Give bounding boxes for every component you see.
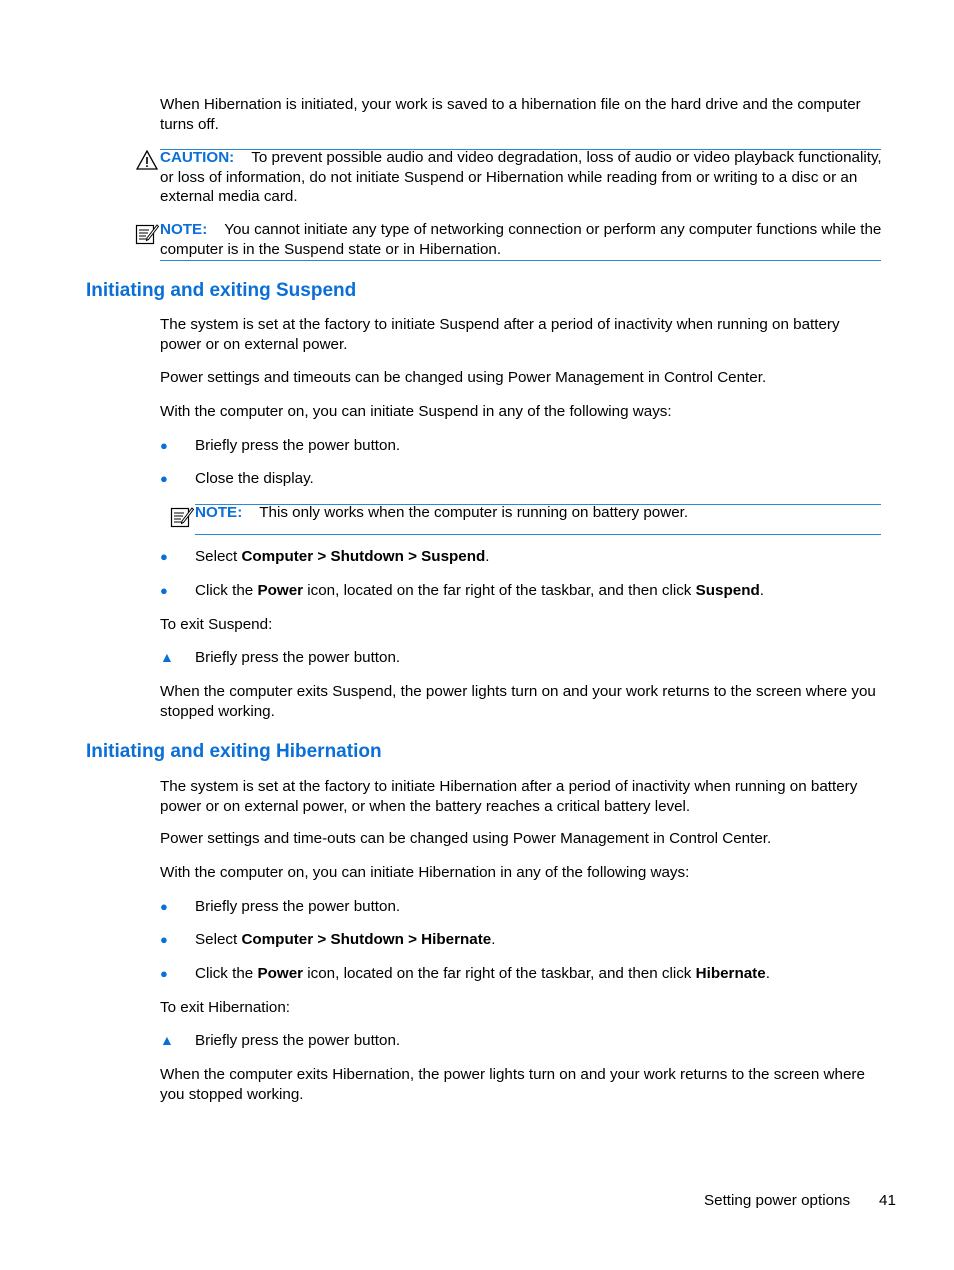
suspend-paragraph-1: The system is set at the factory to initiate Suspend after a period of inactivity when running on battery power or on external power. <box>160 316 840 353</box>
hibernation-exit-step: Briefly press the power button. <box>195 1032 401 1049</box>
suspend-bullet-4: Click the Power icon, located on the far right of the taskbar, and then click Suspend. <box>195 582 764 599</box>
intro-paragraph: When Hibernation is initiated, your work is saved to a hibernation file on the hard drive and the computer turns off. <box>160 96 861 133</box>
nested-note-body: This only works when the computer is running on battery power. <box>259 504 689 521</box>
footer-section-title: Setting power options <box>704 1192 851 1209</box>
bullet-icon: ● <box>160 932 168 947</box>
note-body: You cannot initiate any type of networking connection or perform any computer functions while the computer is in the Suspend state or in Hibernation. <box>160 221 882 258</box>
bullet-icon: ● <box>160 549 168 564</box>
hibernation-paragraph-3: With the computer on, you can initiate Hibernation in any of the following ways: <box>160 864 690 881</box>
suspend-exit-label: To exit Suspend: <box>160 616 273 633</box>
caution-body: To prevent possible audio and video degradation, loss of audio or video playback functionality, or loss of information, do not initiate Suspend or Hibernation while reading from or writing to a disc or an external media card. <box>160 149 882 206</box>
suspend-heading: Initiating and exiting Suspend <box>86 280 357 301</box>
suspend-paragraph-4: When the computer exits Suspend, the power lights turn on and your work returns to the screen where you stopped working. <box>160 683 876 720</box>
bullet-icon: ● <box>160 583 168 598</box>
step-icon: ▲ <box>160 649 174 665</box>
suspend-exit-step: Briefly press the power button. <box>195 649 401 666</box>
bullet-icon: ● <box>160 438 168 453</box>
bullet-icon: ● <box>160 899 168 914</box>
hibernation-paragraph-2: Power settings and time-outs can be changed using Power Management in Control Center. <box>160 830 772 847</box>
step-icon: ▲ <box>160 1032 174 1048</box>
note-label: NOTE: <box>160 221 208 238</box>
note-icon <box>170 505 194 533</box>
suspend-bullet-3: Select Computer > Shutdown > Suspend. <box>195 548 490 565</box>
suspend-paragraph-2: Power settings and timeouts can be changed using Power Management in Control Center. <box>160 369 767 386</box>
note-bottom-rule <box>160 260 881 261</box>
hibernation-paragraph-1: The system is set at the factory to initiate Hibernation after a period of inactivity when running on battery power or on external power, or when the battery reaches a critical battery level. <box>160 778 858 815</box>
nested-note-bottom-rule <box>195 534 881 535</box>
suspend-bullet-1: Briefly press the power button. <box>195 437 401 454</box>
note-icon <box>135 222 159 250</box>
suspend-paragraph-3: With the computer on, you can initiate Suspend in any of the following ways: <box>160 403 672 420</box>
hibernation-bullet-2: Select Computer > Shutdown > Hibernate. <box>195 931 496 948</box>
hibernation-paragraph-4: When the computer exits Hibernation, the power lights turn on and your work returns to the screen where you stopped working. <box>160 1066 865 1103</box>
page-number: 41 <box>879 1192 896 1209</box>
hibernation-bullet-3: Click the Power icon, located on the far right of the taskbar, and then click Hibernate. <box>195 965 770 982</box>
nested-note-label: NOTE: <box>195 504 243 521</box>
hibernation-bullet-1: Briefly press the power button. <box>195 898 401 915</box>
suspend-bullet-2: Close the display. <box>195 470 314 487</box>
bullet-icon: ● <box>160 966 168 981</box>
nested-note-text <box>195 503 885 523</box>
note-text <box>160 220 885 259</box>
caution-label: CAUTION: <box>160 149 235 166</box>
hibernation-exit-label: To exit Hibernation: <box>160 999 291 1016</box>
hibernation-heading: Initiating and exiting Hibernation <box>86 741 382 762</box>
caution-text <box>160 148 885 207</box>
bullet-icon: ● <box>160 471 168 486</box>
warning-icon <box>136 150 158 174</box>
